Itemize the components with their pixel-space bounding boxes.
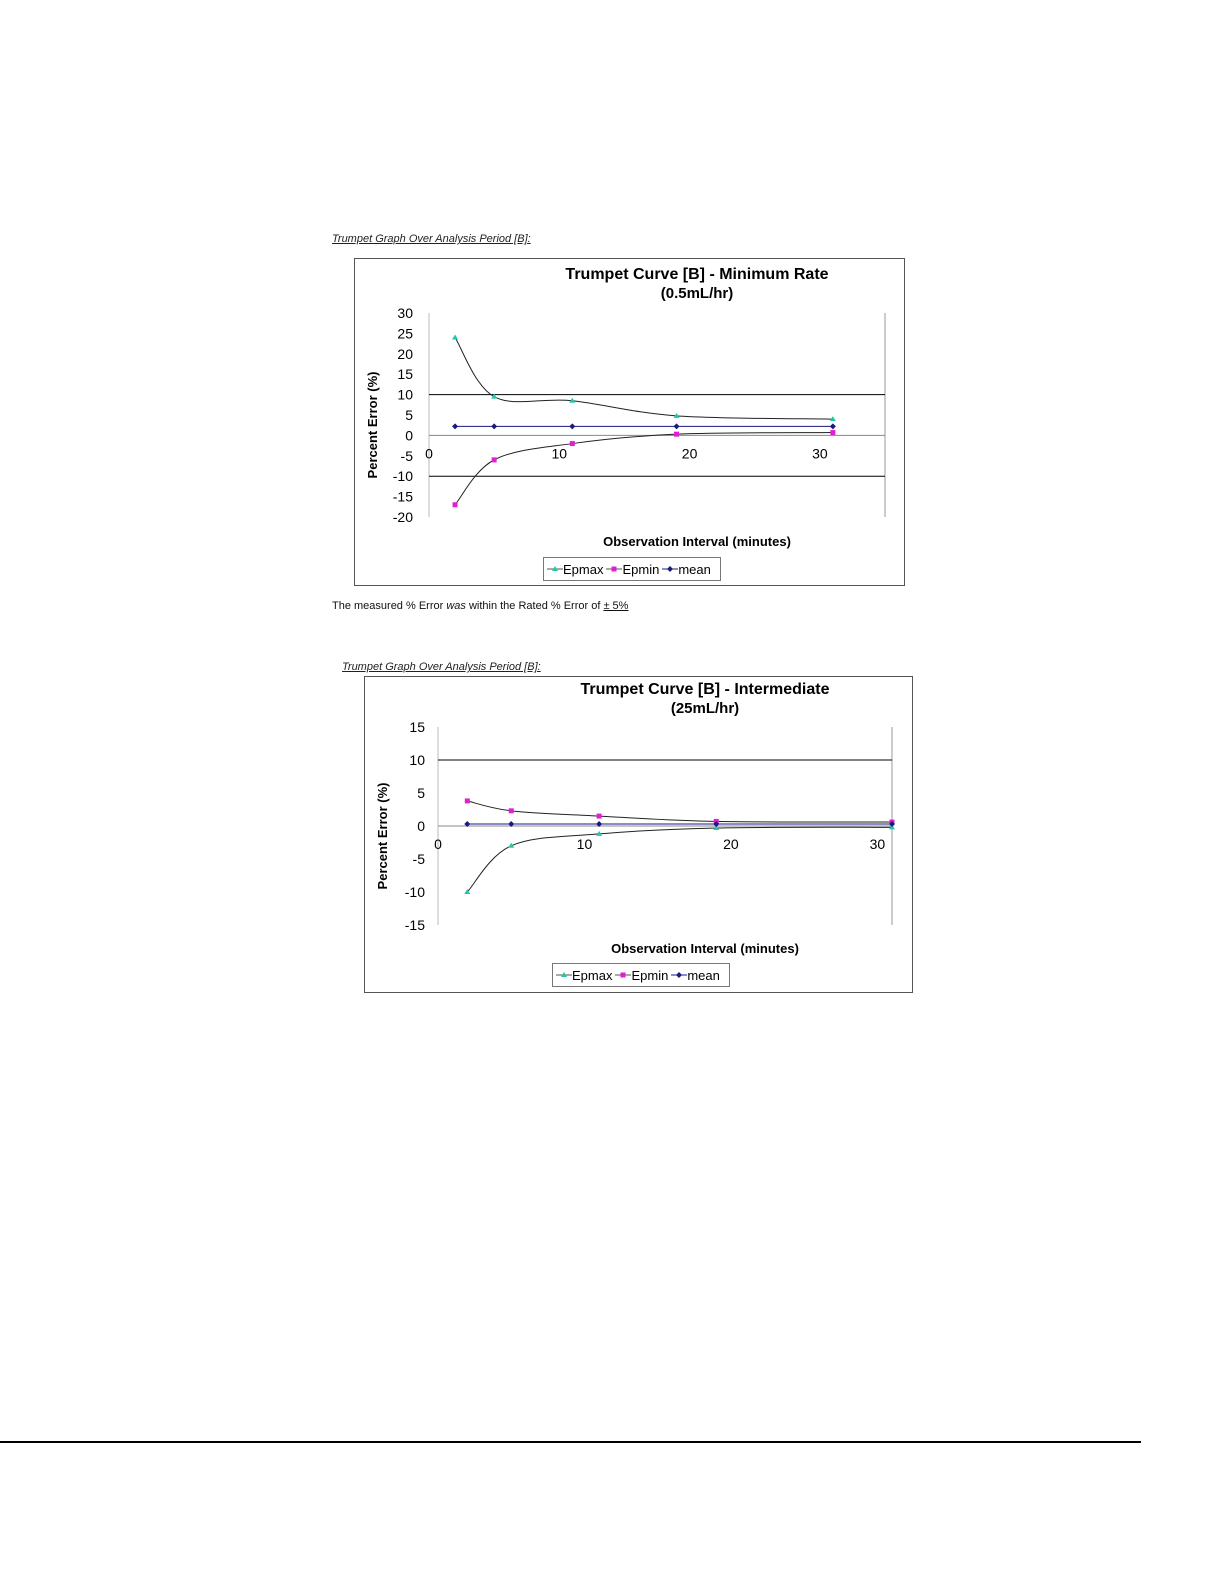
y-tick-label: -5	[400, 447, 413, 464]
x-tick-label: 0	[434, 836, 442, 852]
x-tick-label: 0	[425, 445, 433, 462]
data-point-mean	[452, 423, 458, 429]
chart-subtitle: (0.5mL/hr)	[660, 285, 734, 302]
series-line-epmax	[467, 827, 892, 892]
chart-canvas	[355, 259, 906, 587]
data-point-epmin	[465, 798, 470, 803]
data-point-epmax	[452, 334, 458, 339]
data-point-mean	[830, 423, 836, 429]
legend-swatch	[615, 970, 631, 980]
x-tick-label: 30	[869, 836, 886, 852]
y-tick-label: 0	[417, 818, 425, 834]
legend-swatch-marker	[676, 972, 682, 978]
legend-swatch	[671, 970, 687, 980]
legend-item-mean	[671, 968, 720, 983]
note-italic: was	[446, 600, 466, 612]
trumpet-chart-intermediate	[364, 676, 913, 993]
x-tick-label: 20	[723, 836, 739, 852]
y-tick-label: -15	[404, 917, 425, 933]
legend-item-epmax	[556, 968, 612, 983]
footer-rule	[0, 1441, 1141, 1443]
y-tick-label: 25	[397, 325, 413, 342]
y-tick-label: 5	[417, 785, 425, 801]
data-point-epmin	[597, 814, 602, 819]
result-note	[332, 600, 628, 612]
legend-swatch	[662, 564, 678, 574]
y-tick-label: -5	[412, 851, 425, 867]
data-point-epmin	[492, 457, 497, 462]
legend-swatch-marker	[612, 567, 617, 572]
legend-item-epmin	[606, 562, 659, 577]
y-tick-label: -10	[404, 884, 425, 900]
trumpet-chart-minimum-rate	[354, 258, 905, 586]
y-tick-label: 10	[409, 752, 425, 768]
chart-canvas	[365, 677, 914, 994]
legend-swatch	[606, 564, 622, 574]
chart-title: Trumpet Curve [B] - Intermediate	[580, 681, 830, 698]
data-point-mean	[569, 423, 575, 429]
chart-legend	[543, 557, 721, 581]
chart-legend	[552, 963, 730, 987]
y-tick-label: 0	[405, 427, 413, 444]
legend-item-mean	[662, 562, 711, 577]
x-tick-label: 10	[551, 445, 568, 462]
x-tick-label: 20	[681, 445, 698, 462]
legend-label: mean	[687, 967, 720, 983]
chart-title: Trumpet Curve [B] - Minimum Rate	[565, 266, 829, 283]
note-prefix: The measured % Error	[332, 600, 447, 612]
legend-swatch	[556, 970, 572, 980]
y-axis-label: Percent Error (%)	[365, 371, 380, 479]
data-point-epmin	[830, 430, 835, 435]
data-point-epmin	[453, 502, 458, 507]
chart-subtitle: (25mL/hr)	[670, 700, 740, 717]
y-tick-label: 10	[397, 386, 413, 403]
legend-item-epmax	[547, 562, 603, 577]
data-point-mean	[491, 423, 497, 429]
y-tick-label: -20	[392, 509, 413, 525]
y-axis-label: Percent Error (%)	[375, 782, 390, 890]
x-tick-label: 10	[576, 836, 593, 852]
y-tick-label: 15	[409, 719, 425, 735]
legend-swatch-marker	[621, 973, 626, 978]
y-tick-label: 5	[405, 407, 413, 423]
legend-label: Epmin	[622, 561, 660, 577]
x-axis-label: Observation Interval (minutes)	[611, 941, 799, 956]
data-point-epmin	[570, 441, 575, 446]
legend-label: Epmax	[572, 967, 613, 983]
y-tick-label: 20	[397, 345, 413, 362]
legend-swatch-marker	[667, 566, 673, 572]
data-point-mean	[674, 423, 680, 429]
series-line-epmin	[467, 801, 892, 822]
y-tick-label: 15	[397, 366, 413, 383]
y-tick-label: -10	[392, 468, 413, 485]
y-tick-label: 30	[397, 305, 413, 321]
note-tolerance: ± 5%	[603, 600, 629, 612]
data-point-epmin	[509, 808, 514, 813]
caption-chart-1: Trumpet Graph Over Analysis Period [B]:	[332, 233, 531, 245]
caption-chart-2: Trumpet Graph Over Analysis Period [B]:	[342, 661, 541, 673]
legend-label: mean	[678, 561, 711, 577]
note-middle: within the Rated % Error of	[465, 600, 604, 612]
legend-item-epmin	[615, 968, 668, 983]
series-line-epmin	[455, 433, 833, 505]
y-tick-label: -15	[392, 488, 413, 505]
legend-swatch	[547, 564, 563, 574]
x-axis-label: Observation Interval (minutes)	[603, 534, 791, 549]
legend-label: Epmax	[563, 561, 604, 577]
x-tick-label: 30	[812, 445, 828, 462]
series-line-epmax	[455, 337, 833, 419]
data-point-epmin	[674, 432, 679, 437]
legend-label: Epmin	[631, 967, 669, 983]
